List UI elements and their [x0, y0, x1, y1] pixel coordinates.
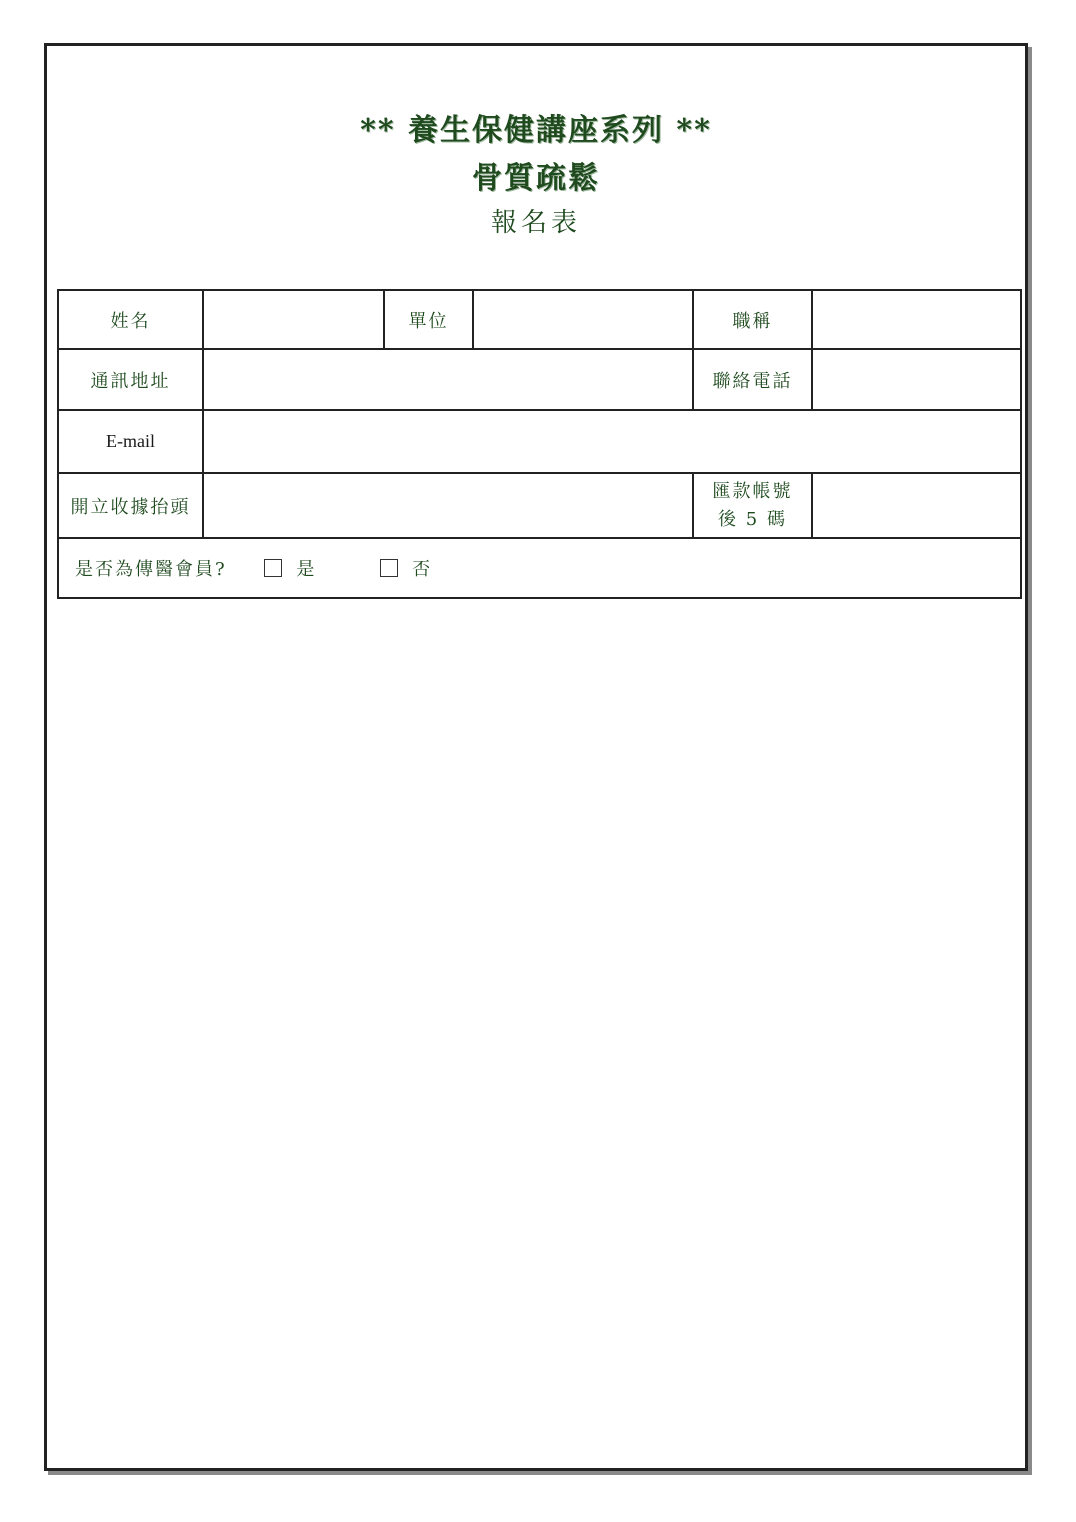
phone-label: 聯絡電話	[693, 349, 812, 410]
name-field[interactable]	[203, 290, 384, 349]
job-title-label: 職稱	[693, 290, 812, 349]
member-no-option[interactable]	[380, 555, 432, 581]
member-question-label: 是否為傳醫會員?	[75, 559, 227, 580]
form-title: 報名表	[490, 208, 581, 238]
table-row	[58, 538, 1021, 598]
account-label-line1: 匯款帳號	[712, 480, 793, 502]
address-label: 通訊地址	[58, 349, 203, 410]
title-block	[47, 106, 1025, 244]
table-row	[58, 290, 1021, 349]
email-label: E-mail	[58, 410, 203, 473]
table-row	[58, 349, 1021, 410]
job-title-field[interactable]	[812, 290, 1021, 349]
member-question-cell	[58, 538, 1021, 598]
series-title: ** 養生保健講座系列 **	[360, 113, 712, 148]
topic-title: 骨質疏鬆	[472, 161, 600, 196]
unit-label: 單位	[384, 290, 473, 349]
yes-checkbox[interactable]	[264, 559, 282, 577]
registration-form-table	[57, 289, 1022, 599]
email-field[interactable]	[203, 410, 1021, 473]
member-yes-option[interactable]	[264, 555, 316, 581]
address-field[interactable]	[203, 349, 693, 410]
page-frame	[44, 43, 1028, 1471]
table-row	[58, 473, 1021, 538]
account-digits-label	[693, 473, 812, 538]
no-label: 否	[412, 559, 433, 580]
receipt-title-field[interactable]	[203, 473, 693, 538]
table-row	[58, 410, 1021, 473]
yes-label: 是	[296, 559, 317, 580]
phone-field[interactable]	[812, 349, 1021, 410]
name-label: 姓名	[58, 290, 203, 349]
unit-field[interactable]	[473, 290, 693, 349]
receipt-title-label: 開立收據抬頭	[58, 473, 203, 538]
account-digits-field[interactable]	[812, 473, 1021, 538]
account-label-line2: 後 5 碼	[718, 508, 787, 530]
no-checkbox[interactable]	[380, 559, 398, 577]
